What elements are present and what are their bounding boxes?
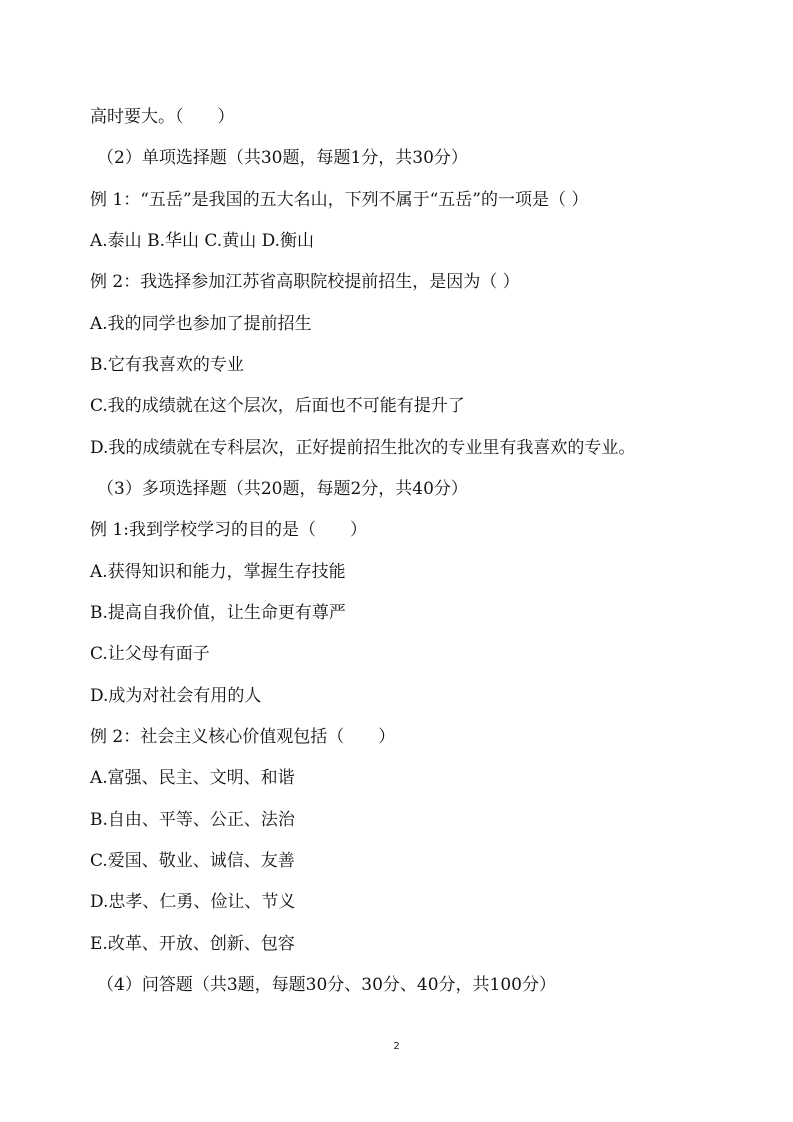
text-line-continuation: 高时要大。（ ） — [90, 107, 235, 127]
multiple-choice-example-2-option-b: B.自由、平等、公正、法治 — [90, 810, 295, 830]
single-choice-example-1-options: A.泰山 B.华山 C.黄山 D.衡山 — [90, 231, 315, 251]
section-heading-single-choice: （2）单项选择题（共30题，每题1分，共30分） — [97, 148, 468, 168]
multiple-choice-example-2-option-c: C.爱国、敬业、诚信、友善 — [90, 851, 295, 871]
page-number: 2 — [393, 1041, 400, 1052]
multiple-choice-example-2-option-e: E.改革、开放、创新、包容 — [90, 934, 295, 954]
single-choice-example-2-option-c: C.我的成绩就在这个层次，后面也不可能有提升了 — [90, 396, 465, 416]
multiple-choice-example-1-option-d: D.成为对社会有用的人 — [90, 686, 262, 706]
single-choice-example-2-option-d: D.我的成绩就在专科层次，正好提前招生批次的专业里有我喜欢的专业。 — [90, 438, 636, 458]
single-choice-example-2-option-b: B.它有我喜欢的专业 — [90, 355, 244, 375]
section-heading-multiple-choice: （3）多项选择题（共20题，每题2分，共40分） — [97, 479, 468, 499]
multiple-choice-example-1-option-b: B.提高自我价值，让生命更有尊严 — [90, 603, 346, 623]
multiple-choice-example-2-question: 例 2：社会主义核心价值观包括（ ） — [90, 727, 396, 747]
section-heading-essay-questions: （4）问答题（共3题，每题30分、30分、40分，共100分） — [97, 975, 556, 995]
multiple-choice-example-1-option-c: C.让父母有面子 — [90, 644, 210, 664]
multiple-choice-example-2-option-d: D.忠孝、仁勇、俭让、节义 — [90, 892, 296, 912]
multiple-choice-example-2-option-a: A.富强、民主、文明、和谐 — [90, 768, 295, 788]
single-choice-example-1-question: 例 1：“五岳”是我国的五大名山，下列不属于“五岳”的一项是（ ） — [90, 190, 589, 210]
multiple-choice-example-1-question: 例 1:我到学校学习的目的是（ ） — [90, 520, 367, 540]
multiple-choice-example-1-option-a: A.获得知识和能力，掌握生存技能 — [90, 562, 346, 582]
single-choice-example-2-question: 例 2：我选择参加江苏省高职院校提前招生，是因为（ ） — [90, 272, 520, 292]
single-choice-example-2-option-a: A.我的同学也参加了提前招生 — [90, 314, 312, 334]
